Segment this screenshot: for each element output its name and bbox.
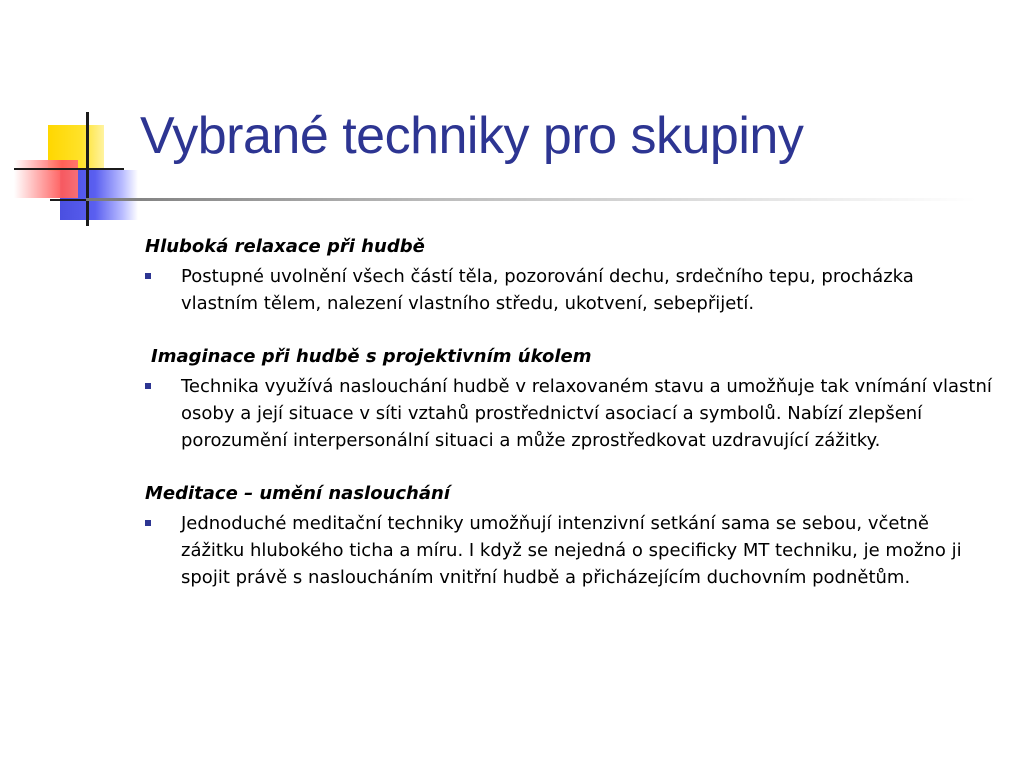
bullet-text: Technika využívá naslouchání hudbě v relaxovaném stavu a umožňuje tak vnímání vlastní osoby a její situace v síti vztahů prostřednictví asociací a symbolů. Nabízí zlepšení porozumění interpersonální situaci a může zprostředkovat uzdravující zážitky.	[181, 376, 992, 451]
section-relaxation	[145, 233, 995, 317]
section-meditation	[145, 480, 995, 591]
slide-title: Vybrané techniky pro skupiny	[140, 107, 804, 165]
section-heading: Imaginace při hudbě s projektivním úkolem	[151, 346, 592, 367]
bullet-item	[145, 373, 995, 454]
slide-content	[145, 233, 995, 591]
horizontal-line-decoration	[14, 168, 124, 170]
square-bullet-icon	[145, 520, 151, 526]
bullet-text: Jednoduché meditační techniky umožňují intenzivní setkání sama se sebou, včetně zážitku hlubokého ticha a míru. I když se nejedná o specificky MT techniku, je možno ji spojit právě s nasloucháním vnitřní hudbě a přicházejícím duchovním podnětům.	[181, 513, 962, 588]
section-heading: Hluboká relaxace při hudbě	[145, 236, 425, 257]
red-square-decoration	[14, 160, 78, 198]
section-imagination	[145, 343, 995, 454]
bullet-item	[145, 263, 995, 317]
bullet-item	[145, 510, 995, 591]
square-bullet-icon	[145, 383, 151, 389]
square-bullet-icon	[145, 273, 151, 279]
title-underline	[86, 198, 976, 201]
bullet-text: Postupné uvolnění všech částí těla, pozorování dechu, srdečního tepu, procházka vlastním tělem, nalezení vlastního středu, ukotvení, sebepřijetí.	[181, 266, 914, 314]
section-heading: Meditace – umění naslouchání	[145, 483, 451, 504]
